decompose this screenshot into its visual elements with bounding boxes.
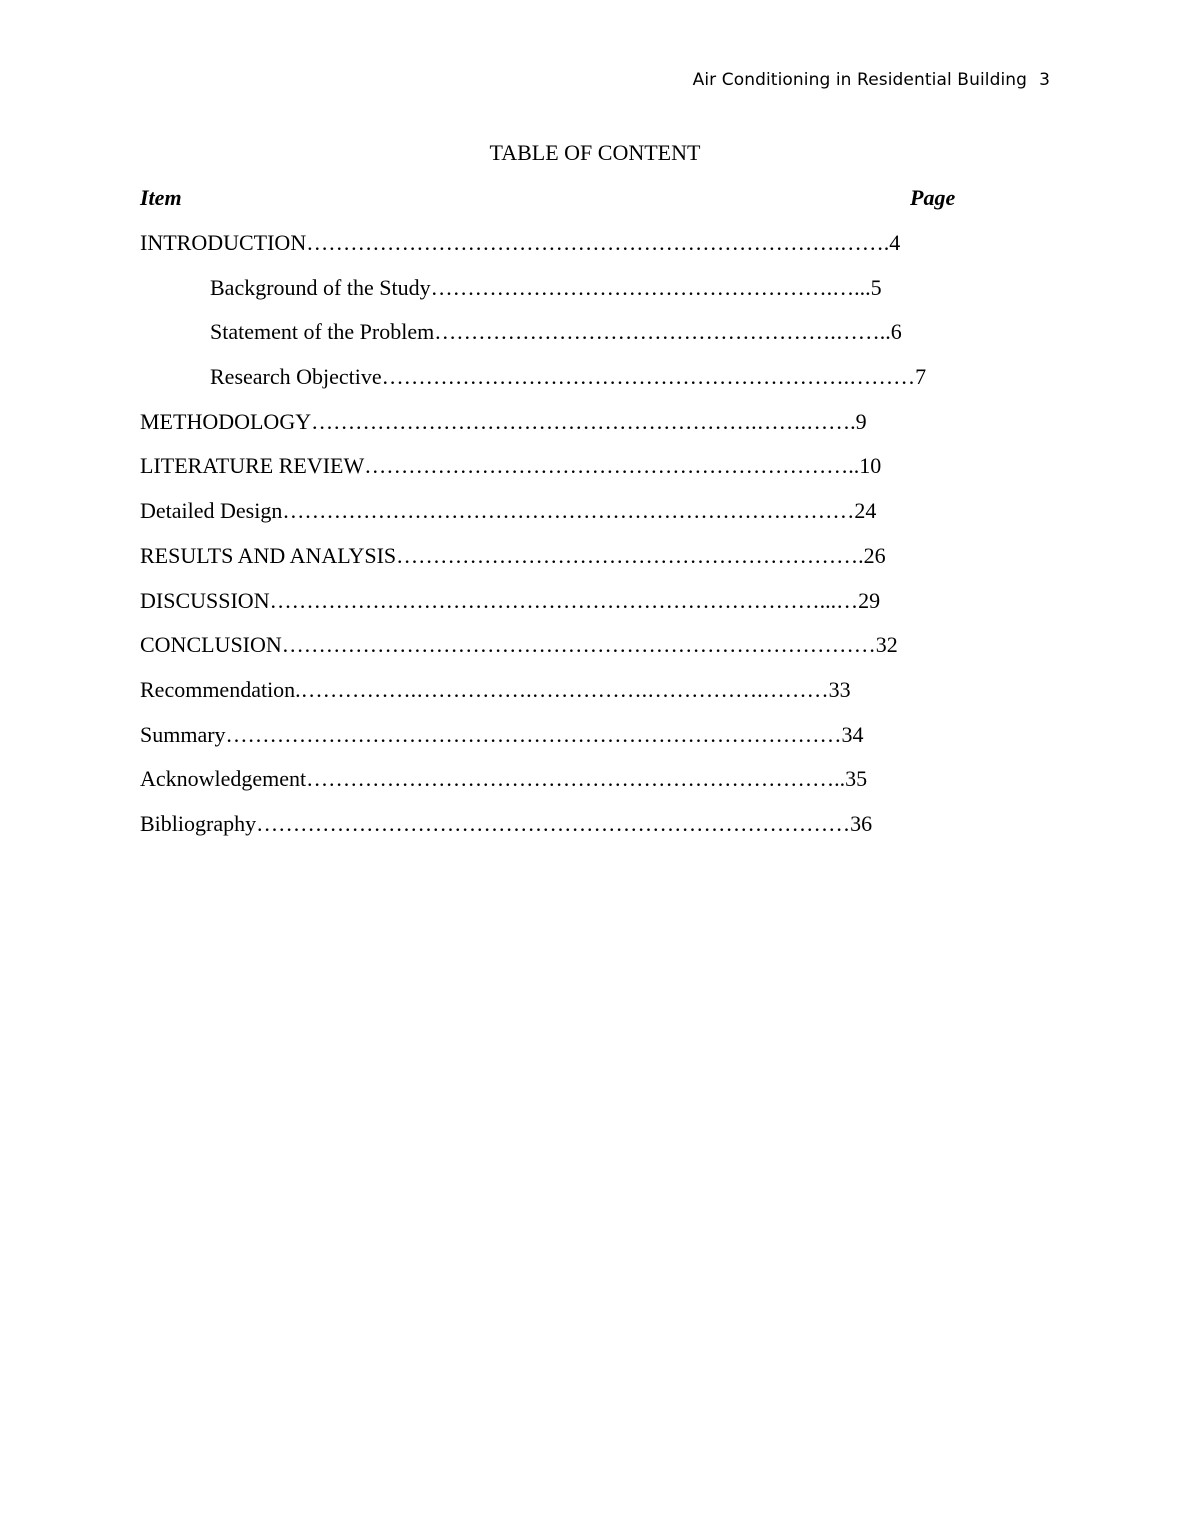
toc-title: TABLE OF CONTENT	[489, 140, 701, 165]
toc-column-item-heading: Item	[140, 185, 182, 210]
toc-entry-discussion: DISCUSSION…………………………………………………………………...…29	[140, 587, 881, 613]
running-header	[693, 70, 1050, 90]
toc-entry-detailed-design: Detailed Design……………………………………………………………………24	[140, 498, 877, 524]
toc-entry-summary: Summary…………………………………………………………………………34	[140, 721, 864, 747]
running-header-title: Air Conditioning in Residential Building	[692, 70, 1028, 90]
toc-entry-results-analysis: RESULTS AND ANALYSIS……………………………………………………….26	[140, 542, 886, 568]
toc-entry-methodology: METHODOLOGY…………………………………………………….…….…….9	[140, 408, 867, 434]
toc-entry-bibliography: Bibliography………………………………………………………………………36	[140, 810, 873, 836]
toc-entry-literature-review: LITERATURE REVIEW…………………………………………………………..10	[140, 453, 882, 479]
page-number: 3	[1039, 70, 1050, 90]
toc-entry-research-objective: Research Objective……………………………………………………….………7	[210, 364, 927, 390]
toc-entry-background: Background of the Study……………………………………………….…...5	[210, 274, 882, 300]
toc-entry-recommendation: Recommendation.…………….…………….…………….…………….………33	[140, 676, 851, 702]
toc-column-page-heading: Page	[910, 185, 956, 210]
toc-entry-acknowledgement: Acknowledgement………………………………………………………………..35	[140, 766, 868, 792]
toc-list	[140, 228, 926, 854]
toc-entry-statement-of-problem: Statement of the Problem……………………………………………….……..6	[210, 319, 902, 345]
toc-entry-conclusion: CONCLUSION………………………………………………………………………32	[140, 632, 898, 658]
toc-entry-introduction: INTRODUCTION……………………………………………………………….…….4	[140, 230, 901, 255]
